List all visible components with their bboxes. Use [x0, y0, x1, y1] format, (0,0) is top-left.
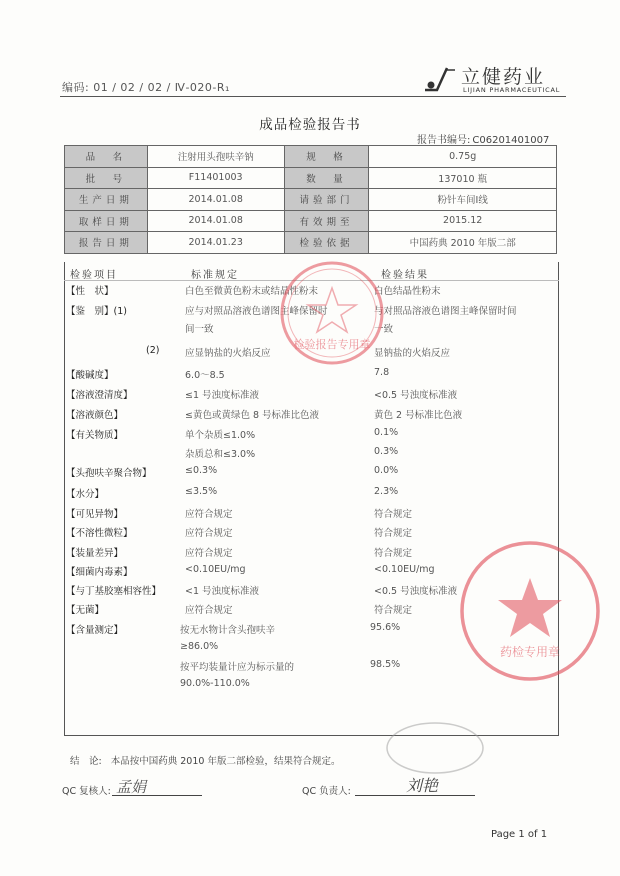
- qc-manager-signature: 刘艳: [406, 776, 439, 795]
- test-item: (2): [146, 345, 160, 356]
- test-result: 95.6%: [370, 622, 401, 633]
- conclusion-text: 本品按中国药典 2010 年版二部检验，结果符合规定。: [110, 756, 341, 767]
- test-item: 【头孢呋辛聚合物】: [66, 468, 152, 479]
- test-result: 显钠盐的火焰反应: [374, 348, 451, 359]
- test-standard: 应符合规定: [185, 605, 233, 616]
- info-label: 检验依据: [284, 232, 369, 254]
- company-logo: [421, 62, 571, 98]
- info-row: [65, 189, 557, 211]
- column-header-result: 检验结果: [381, 270, 429, 281]
- info-value: 2015.12: [369, 210, 557, 232]
- test-item: 【有关物质】: [66, 430, 124, 441]
- test-standard: 应显钠盐的火焰反应: [185, 348, 271, 359]
- test-item: 【含量测定】: [66, 625, 124, 636]
- test-result: 与对照品溶液色谱图主峰保留时间: [374, 306, 517, 317]
- test-standard: <0.10EU/mg: [185, 564, 246, 575]
- test-result: 一致: [374, 324, 394, 335]
- test-result: 黄色 2 号标准比色液: [374, 410, 463, 421]
- test-standard: 应符合规定: [185, 548, 233, 559]
- info-label: 请验部门: [284, 189, 369, 211]
- info-value: F11401003: [147, 167, 284, 189]
- logo-mark-icon: [421, 64, 459, 94]
- info-value: 2014.01.08: [147, 189, 284, 211]
- info-label: 取样日期: [65, 210, 148, 232]
- test-standard: 按平均装量计应为标示量的: [180, 662, 295, 673]
- report-number-label: 报告书编号:: [417, 135, 471, 146]
- test-result: 0.0%: [374, 465, 399, 476]
- test-item: 【溶液颜色】: [66, 410, 124, 421]
- test-result: 0.3%: [374, 446, 399, 457]
- info-label: 数 量: [284, 167, 369, 189]
- test-standard: 白色至微黄色粉末或结晶性粉末: [185, 286, 319, 297]
- report-title: 成品检验报告书: [259, 117, 361, 133]
- test-result: 98.5%: [370, 659, 401, 670]
- info-label: 品 名: [65, 146, 148, 168]
- test-item: 【鉴 别】(1): [66, 306, 127, 317]
- report-number-value: C06201401007: [472, 135, 550, 146]
- info-value: 2014.01.23: [147, 232, 284, 254]
- test-result: 符合规定: [374, 509, 413, 520]
- test-item: 【酸碱度】: [66, 370, 114, 381]
- qc-manager-label: QC 负责人:: [302, 786, 351, 797]
- test-standard: 6.0～8.5: [185, 370, 225, 381]
- test-standard: ≤1 号浊度标准液: [185, 390, 260, 401]
- test-item: 【无菌】: [66, 605, 105, 616]
- info-row: [65, 210, 557, 232]
- test-item: 【与丁基胶塞相容性】: [66, 586, 162, 597]
- page-number: Page 1 of 1: [491, 829, 548, 840]
- test-item: 【水分】: [66, 489, 105, 500]
- test-result: <0.5 号浊度标准液: [374, 586, 458, 597]
- test-standard: 单个杂质≤1.0%: [185, 430, 256, 441]
- test-standard: 应符合规定: [185, 528, 233, 539]
- info-value: 注射用头孢呋辛钠: [147, 146, 284, 168]
- info-label: 报告日期: [65, 232, 148, 254]
- info-row: [65, 167, 557, 189]
- info-value: 137010 瓶: [369, 167, 557, 189]
- seal-text: 药检专用章: [499, 645, 561, 659]
- info-value: 中国药典 2010 年版二部: [369, 232, 557, 254]
- faint-seal: [380, 718, 490, 778]
- info-value: 2014.01.08: [147, 210, 284, 232]
- test-standard: 按无水物计含头孢呋辛: [180, 625, 276, 636]
- info-value: 粉针车间Ⅰ线: [369, 189, 557, 211]
- info-label: 规 格: [284, 146, 369, 168]
- info-value: 0.75g: [369, 146, 557, 168]
- test-standard: 90.0%-110.0%: [180, 678, 250, 689]
- brand-name: 立健药业: [461, 66, 546, 88]
- test-result: 符合规定: [374, 548, 413, 559]
- test-standard: ≤0.3%: [185, 465, 218, 476]
- test-item: 【细菌内毒素】: [66, 567, 133, 578]
- test-standard: 杂质总和≤3.0%: [185, 449, 256, 460]
- inspection-stamp: [277, 258, 387, 368]
- test-result: 符合规定: [374, 605, 413, 616]
- info-label: 批 号: [65, 167, 148, 189]
- test-result: 0.1%: [374, 427, 399, 438]
- document-code: 编码: 01 / 02 / 02 / Ⅳ-020-R₁: [62, 81, 230, 94]
- test-result: 白色结晶性粉末: [374, 286, 441, 297]
- test-result: <0.10EU/mg: [374, 564, 435, 575]
- stamp-text: 检验报告专用章: [293, 338, 371, 351]
- info-label: 生产日期: [65, 189, 148, 211]
- qc-reviewer-label: QC 复核人:: [62, 786, 111, 797]
- header-rule: [60, 96, 566, 97]
- test-standard: ≥86.0%: [180, 641, 219, 652]
- test-standard: 应与对照品溶液色谱图主峰保留时: [185, 306, 328, 317]
- test-result: 2.3%: [374, 486, 399, 497]
- info-label: 有效期至: [284, 210, 369, 232]
- company-seal: [455, 536, 605, 686]
- column-header-item: 检验项目: [70, 270, 118, 281]
- qc-reviewer-signature: 孟娟: [116, 778, 147, 796]
- test-item: 【溶液澄清度】: [66, 390, 133, 401]
- test-result: 7.8: [374, 367, 390, 378]
- test-standard: <1 号浊度标准液: [185, 586, 260, 597]
- test-standard: ≤3.5%: [185, 486, 218, 497]
- test-standard: 间一致: [185, 324, 214, 335]
- test-standard: 应符合规定: [185, 509, 233, 520]
- conclusion: [70, 753, 340, 767]
- column-header-standard: 标准规定: [191, 270, 239, 281]
- test-item: 【性 状】: [66, 286, 114, 297]
- test-item: 【可见异物】: [66, 509, 124, 520]
- product-info-table: [64, 145, 557, 254]
- test-standard: ≤黄色或黄绿色 8 号标准比色液: [185, 410, 320, 421]
- test-result: 符合规定: [374, 528, 413, 539]
- conclusion-label: 结 论:: [70, 756, 102, 767]
- info-row: [65, 146, 557, 168]
- report-number: [415, 131, 549, 146]
- test-result: <0.5 号浊度标准液: [374, 390, 458, 401]
- test-item: 【不溶性微粒】: [66, 528, 133, 539]
- brand-english: LIJIAN PHARMACEUTICAL: [463, 86, 561, 94]
- info-row: [65, 232, 557, 254]
- test-item: 【装量差异】: [66, 548, 124, 559]
